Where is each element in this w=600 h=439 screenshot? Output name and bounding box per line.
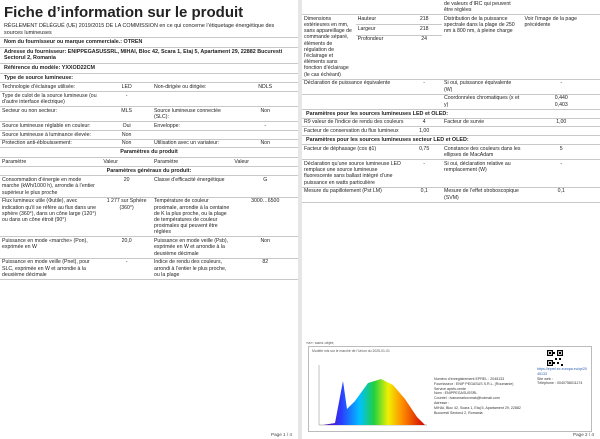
- param-label: Mesure du papillotement (Pst LM): [302, 187, 406, 202]
- label-right: [537, 367, 591, 386]
- param-label: Flux lumineux utile (Φutile), avec indication qu’il se réfère au flux dans une sphère (360°), dans un cône large (120°) ou dans un cône étroit (90°): [0, 197, 101, 237]
- param-value: [523, 127, 600, 136]
- param-label: Constance des couleurs dans les ellipses de MacAdam: [442, 145, 522, 160]
- dimensions-label: Dimensions extérieures en mm, sans appareillage de commande séparé, éléments de régulation de l’éclairage et éléments sans fonction d’éclairage (le cas échéant): [302, 15, 356, 80]
- param-label: Facteur de déphasage (cos ϕ1): [302, 145, 406, 160]
- param-value: -: [523, 160, 600, 187]
- param-label: [152, 130, 232, 139]
- param-label: Non-dirigée ou dirigée:: [152, 83, 232, 91]
- table-row: [302, 160, 600, 187]
- param-value: G: [232, 176, 298, 197]
- spectral-value: Voir l’image de la page précédente: [522, 15, 600, 80]
- param-label: [442, 127, 522, 136]
- param-label: Facteur de conservation du flux lumineux: [302, 127, 406, 136]
- equiv-power-w-label: Si oui, puissance équivalente (W): [442, 79, 522, 94]
- param-value: 0,1: [406, 187, 442, 202]
- param-label: Secteur ou non secteur:: [0, 106, 101, 121]
- param-label: Mesure de l’effet stroboscopique (SVM): [442, 187, 522, 202]
- mains-table: [302, 145, 600, 202]
- param-value: 0,1: [523, 187, 600, 202]
- param-label: Puissance en mode veille (Pnet), pour SLC, exprimée en W et arrondie à la deuxième décimale: [0, 258, 101, 279]
- table-row: [0, 197, 298, 237]
- col-valeur-2: Valeur: [232, 158, 298, 166]
- param-value: Non: [232, 139, 298, 148]
- param-value: 0,75: [406, 145, 442, 160]
- source-type-table: [0, 83, 298, 148]
- supplier-address: Adresse du fournisseur: ENIPPEGASUSSRL, MIHAI, Bloc 42, Scara 1, Etaj 5, Apartament 29, 22882 Bucuresti Sectorul 2, Romania: [0, 48, 298, 64]
- param-label: [152, 91, 232, 106]
- param-value: -: [232, 121, 298, 130]
- page2-top-table: [302, 0, 600, 110]
- table-row: [302, 127, 600, 136]
- param-label: R9 valeur de l’indice de rendu des couleurs: [302, 119, 406, 127]
- param-label: Source lumineuse connectée (SLC):: [152, 106, 232, 121]
- chromaticity-value: 0,440 0,403: [522, 94, 600, 109]
- col-valeur-1: Valeur: [101, 158, 152, 166]
- label-link[interactable]: https://eprel.ec.europa.eu/qr/20 45133: [537, 367, 587, 376]
- params-col-header: [0, 158, 298, 167]
- cri-range-cont: de valeurs d’IRC qui peuvent être réglées: [442, 0, 522, 15]
- dim-label-profondeur: Profondeur: [356, 35, 407, 79]
- mains-header: Paramètres pour les sources lumineuses secteur LED et OLED:: [302, 136, 600, 145]
- label-details: [434, 377, 534, 415]
- label-head: Modèle mis sur le marché de l’Union du 2025-01-01: [312, 349, 390, 353]
- regulation-text: RÈGLEMENT DÉLÉGUÉ (UE) 2019/2015 DE LA COMMISSION en ce qui concerne l’étiquetage énergétique des sources lumineuses: [0, 22, 298, 38]
- param-label: Puissance en mode «marche» (Pon), exprimée en W: [0, 237, 101, 258]
- param-value: -: [101, 91, 152, 106]
- led-table: [302, 119, 600, 137]
- dim-value-profondeur: 24: [406, 35, 442, 79]
- param-value: Non: [101, 139, 152, 148]
- params-header: Paramètres du produit: [0, 148, 298, 158]
- table-row: [0, 258, 298, 279]
- chromaticity-label: Coordonnées chromatiques (x et y): [442, 94, 522, 109]
- param-label: Source lumineuse réglable en couleur:: [0, 121, 101, 130]
- param-label: Technologie d’éclairage utilisée:: [0, 83, 101, 91]
- param-value: -: [101, 258, 152, 279]
- spectral-label: Distribution de la puissance spectrale dans la plage de 250 nm à 800 nm, à pleine charge: [442, 15, 522, 80]
- param-label: Source lumineuse à luminance élevée:: [0, 130, 101, 139]
- param-value: MLS: [101, 106, 152, 121]
- label-email: Courriel : ivanomarkovmak@hotmail.com: [434, 396, 500, 401]
- param-value: Non: [232, 106, 298, 121]
- param-label: Enveloppe:: [152, 121, 232, 130]
- source-type-header: Type de source lumineuse:: [0, 74, 298, 84]
- param-label: Utilisation avec un variateur:: [152, 139, 232, 148]
- led-header: Paramètres pour les sources lumineuses LED et OLED:: [302, 110, 600, 119]
- general-params-table: [0, 176, 298, 279]
- table-row: [0, 106, 298, 121]
- dim-value-largeur: 218: [406, 25, 442, 35]
- table-row: [302, 145, 600, 160]
- param-value: 5: [523, 145, 600, 160]
- param-value: -: [406, 160, 442, 187]
- equiv-power-label: Déclaration de puissance équivalente: [302, 79, 406, 94]
- page-number: Page 2 / 4: [573, 432, 594, 437]
- table-row: [0, 139, 298, 148]
- param-label: Protection anti-éblouissement:: [0, 139, 101, 148]
- param-value: 20: [101, 176, 152, 197]
- param-value: 1 277 sur Sphère (360°): [101, 197, 152, 237]
- param-value: 1,00: [406, 127, 442, 136]
- equiv-power-w-value: -: [522, 79, 600, 94]
- spectrum-chart: [313, 361, 431, 431]
- label-website: Site web :: [537, 376, 553, 381]
- label-address: MIHAI, Bloc 42, Scara 1, Etaj 5, Apartament 29, 22882 Bucuresti Sectorul 2, Romania: [434, 405, 521, 415]
- table-row: [302, 119, 600, 127]
- supplier-name: Nom du fournisseur ou marque commerciale.: OTREN: [0, 38, 298, 48]
- table-row: [302, 187, 600, 202]
- table-row: [0, 237, 298, 258]
- page-title: Fiche d’information sur le produit: [4, 4, 244, 21]
- param-label: Déclaration qu’une source lumineuse LED remplace une source lumineuse fluorescente sans ballast intégré d’une puissance en watts particulière: [302, 160, 406, 187]
- param-label: Indice de rendu des couleurs, arrondi à l’entier le plus proche, ou la plage: [152, 258, 232, 279]
- param-value: Non: [232, 237, 298, 258]
- dim-value-hauteur: 218: [406, 15, 442, 25]
- label-reg-no: Numéro d’enregistrement EPREL : 2045133: [434, 377, 505, 381]
- col-parametre-1: Paramètre: [0, 158, 101, 166]
- param-label: Type de culot de la source lumineuse (ou d’autre interface électrique): [0, 91, 101, 106]
- param-value: LED: [101, 83, 152, 91]
- param-value: 1,00: [523, 119, 600, 127]
- page-1: [0, 0, 298, 439]
- table-row: [0, 83, 298, 91]
- param-value: 3000…6500: [232, 197, 298, 237]
- param-value: Non: [101, 130, 152, 139]
- general-header: Paramètres généraux du produit:: [0, 167, 298, 177]
- table-row: [0, 130, 298, 139]
- param-label: Puissance en mode veille (Psb), exprimée en W et arrondie à la deuxième décimale: [152, 237, 232, 258]
- dim-label-hauteur: Hauteur: [356, 15, 407, 25]
- page-number: Page 1 / 4: [271, 432, 292, 437]
- param-value: [232, 91, 298, 106]
- param-label: Classe d’efficacité énergétique: [152, 176, 232, 197]
- model-reference: Référence du modèle: YXXOD22CM: [0, 64, 298, 74]
- label-supplier: Fournisseur : ENIP PEGASUS S.R.L. (Roumanie): [434, 381, 514, 386]
- param-value: [232, 130, 298, 139]
- label-phone: Téléphone : 0040758011174: [537, 381, 583, 386]
- dim-label-largeur: Largeur: [356, 25, 407, 35]
- label-service: Service après-vente: [434, 386, 466, 391]
- param-label: Si oui, déclaration relative au remplacement (W): [442, 160, 522, 187]
- page-2: [302, 0, 600, 439]
- equiv-power-value: -: [406, 79, 442, 94]
- table-row: [0, 176, 298, 197]
- param-label: Température de couleur proximale, arrondie à la centaine de K la plus proche, ou la plage de températures de couleur proximales qui peuvent être réglées: [152, 197, 232, 237]
- param-value: 20,0: [101, 237, 152, 258]
- param-value: Oui: [101, 121, 152, 130]
- table-row: [0, 121, 298, 130]
- param-label: Facteur de survie: [442, 119, 522, 127]
- footnote: «a»: sans objet;: [306, 340, 335, 345]
- param-value: 82: [232, 258, 298, 279]
- table-row: [0, 91, 298, 106]
- label-address-title: Adresse :: [434, 400, 450, 405]
- qr-code-icon[interactable]: [547, 350, 563, 366]
- eprel-label: [308, 346, 592, 432]
- param-value: NDLS: [232, 83, 298, 91]
- label-name: Nom : ENIPPEGASUSSRL: [434, 391, 478, 396]
- col-parametre-2: Paramètre: [152, 158, 232, 166]
- param-label: Consommation d’énergie en mode marche (kWh/1000 h), arrondie à l’entier supérieur le plus proche: [0, 176, 101, 197]
- param-value: 4: [406, 119, 442, 127]
